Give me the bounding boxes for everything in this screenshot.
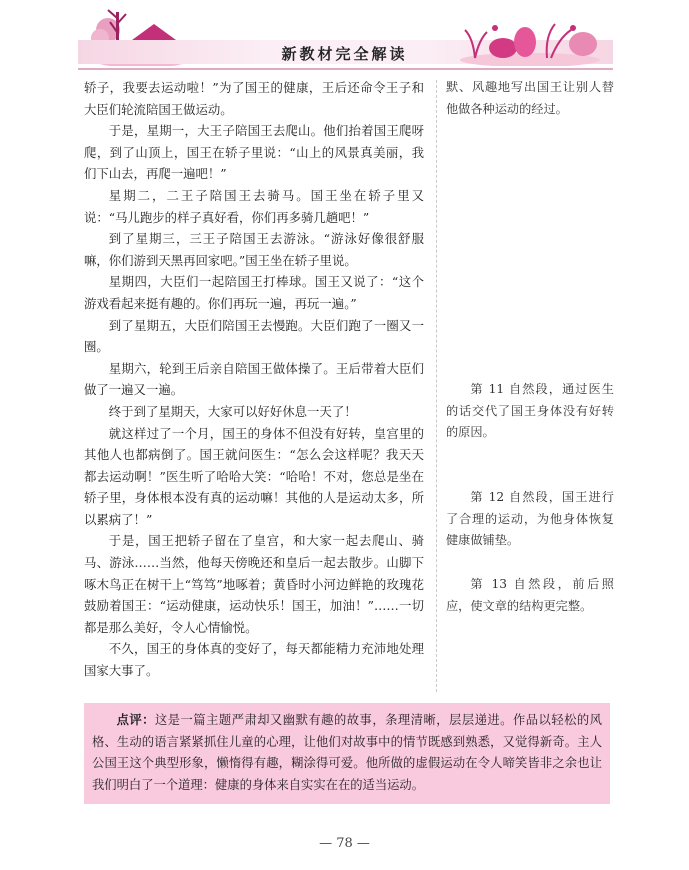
side-note — [446, 487, 614, 552]
story-paragraph: 到了星期三，三王子陪国王去游泳。“游泳好像很舒服嘛，你们游到天黑再回家吧。”国王坐在轿子里说。 — [84, 231, 424, 268]
story-paragraph: 不久，国王的身体真的变好了，每天都能精力充沛地处理国家大事了。 — [84, 641, 424, 679]
header-title: 新教材完全解读 — [281, 45, 408, 63]
comment-text: 这是一篇主题严肃却又幽默有趣的故事，条理清晰，层层递进。作品以轻松的风格、生动的语言紧紧抓住儿童的心理，让他们对故事中的情节既感到熟悉，又觉得新奇。主人公国王这个典型形象，懒惰得有趣，糊涂得可爱。他所做的虚假运动在令人啼笑皆非之余也让我们明白了一个道理：健康的身体来自实实在在的适当运动。 — [92, 713, 602, 792]
story-paragraph: 到了星期五，大臣们陪国王去慢跑。大臣们跑了一圈又一圈。 — [84, 317, 424, 355]
header-underline — [78, 68, 613, 70]
page-number: — 78 — — [319, 836, 370, 851]
story-paragraph: 于是，星期一，大王子陪国王去爬山。他们抬着国王爬呀爬，到了山顶上，国王在轿子里说：“山上的风景真美丽，我们下山去，再爬一遍吧！” — [84, 123, 424, 182]
comment-box — [84, 703, 610, 804]
side-note — [446, 379, 614, 444]
story-paragraph: 星期二，二王子陪国王去骑马。国王坐在轿子里又说：“马儿跑步的样子真好看，你们再多骑几趟吧！” — [84, 187, 424, 225]
column-divider — [436, 80, 437, 692]
story-paragraph: 于是，国王把轿子留在了皇宫，和大家一起去爬山、骑马、游泳……当然，他每天傍晚还和皇后一起去散步。山脚下啄木鸟正在树干上“笃笃”地啄着；黄昏时小河边鲜艳的玫瑰花鼓励着国王：“运动健康，运动快乐！国王，加油！”……一切都是那么美好，令人心情愉悦。 — [84, 533, 424, 635]
story-paragraph: 就这样过了一个月，国王的身体不但没有好转，皇宫里的其他人也都病倒了。国王就问医生：“怎么会这样呢？我天天都去运动啊！”医生听了哈哈大笑：“哈哈！不对，您总是坐在轿子里，身体根本没有真的运动嘛！其他的人是运动太多，所以累病了！” — [84, 425, 424, 527]
main-text-column — [84, 77, 424, 682]
side-note-text: 第 12 自然段，国王进行了合理的运动，为他身体恢复健康做铺垫。 — [446, 490, 614, 548]
side-note-text: 默、风趣地写出国王让别人替他做各种运动的经过。 — [446, 80, 614, 116]
story-paragraph: 终于到了星期天，大家可以好好休息一天了！ — [108, 403, 357, 419]
cartoon-flowers-decoration-icon — [455, 18, 605, 66]
story-paragraph: 星期六，轮到王后亲自陪国王做体操了。王后带着大臣们做了一遍又一遍。 — [84, 360, 424, 398]
side-note-text: 第 11 自然段，通过医生的话交代了国王身体没有好转的原因。 — [446, 382, 614, 440]
side-note-text: 第 13 自然段，前后照应，使文章的结构更完整。 — [446, 577, 614, 613]
side-note — [446, 574, 614, 617]
page-header — [0, 0, 689, 78]
story-paragraph: 轿子，我要去运动啦！”为了国王的健康，王后还命令王子和大臣们轮流陪国王做运动。 — [84, 80, 424, 117]
story-paragraph: 星期四，大臣们一起陪国王打棒球。国王又说了：“这个游戏看起来挺有趣的。你们再玩一遍，再玩一遍。” — [84, 274, 424, 311]
side-note — [446, 77, 614, 120]
comment-label: 点评： — [116, 713, 155, 727]
